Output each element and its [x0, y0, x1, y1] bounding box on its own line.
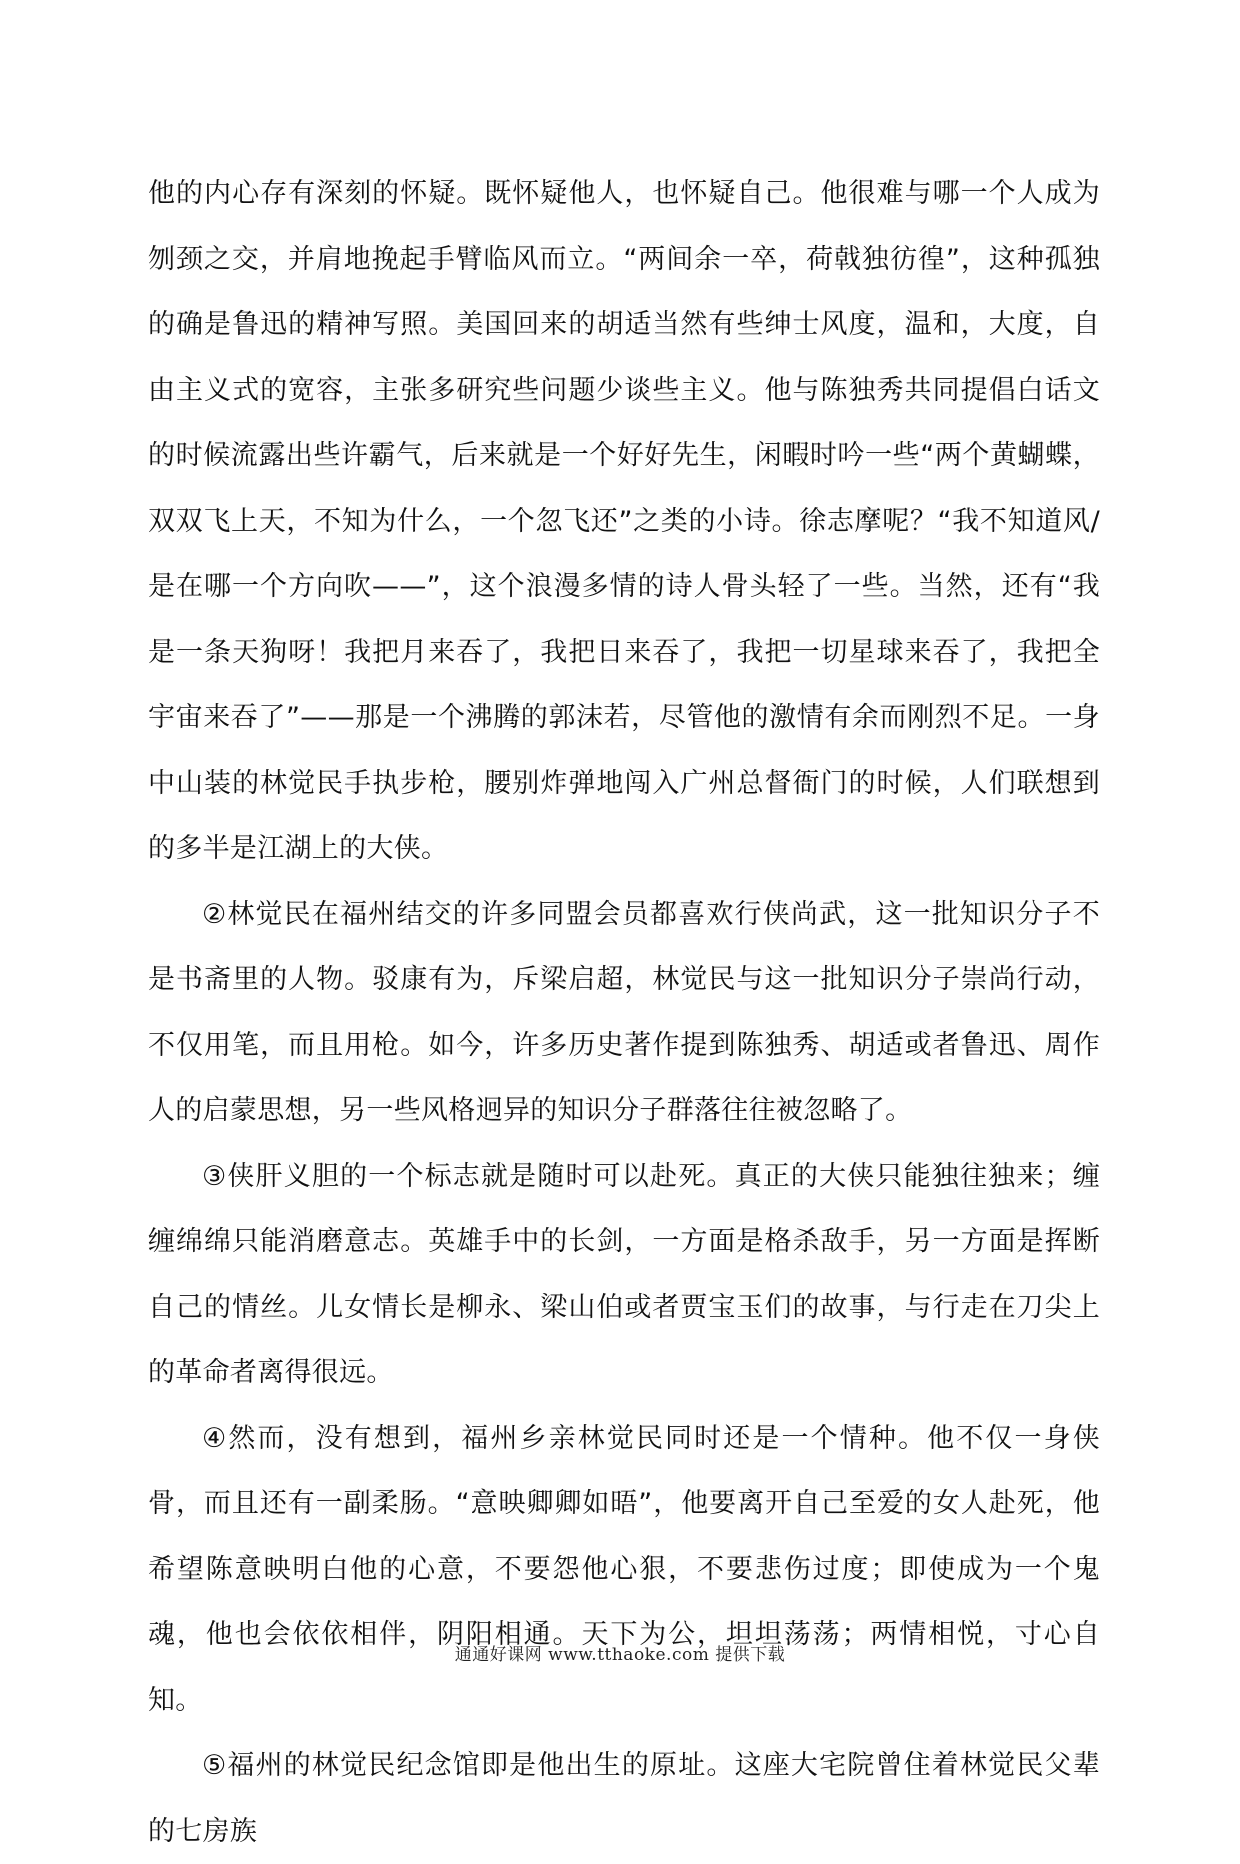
paragraph-3: ③侠肝义胆的一个标志就是随时可以赴死。真正的大侠只能独往独来；缠缠绵绵只能消磨意志。英雄手中的长剑，一方面是格杀敌手，另一方面是挥断自己的情丝。儿女情长是柳永、梁山伯或者贾宝玉们的故事，与行走在刀尖上的革命者离得很远。 [148, 1160, 1100, 1388]
article-body [148, 161, 1100, 1864]
paragraph-4: ④然而，没有想到，福州乡亲林觉民同时还是一个情种。他不仅一身侠骨，而且还有一副柔肠。“意映卿卿如晤”，他要离开自己至爱的女人赴死，他希望陈意映明白他的心意，不要怨他心狠，不要悲伤过度；即使成为一个鬼魂，他也会依依相伴，阴阳相通。天下为公，坦坦荡荡；两情相悦，寸心自知。 [148, 1422, 1100, 1716]
paragraph-5: ⑤福州的林觉民纪念馆即是他出生的原址。这座大宅院曾住着林觉民父辈的七房族 [148, 1750, 1100, 1847]
paragraph-1: 他的内心存有深刻的怀疑。既怀疑他人，也怀疑自己。他很难与哪一个人成为刎颈之交，并肩地挽起手臂临风而立。“两间余一卒，荷戟独彷徨”，这种孤独的确是鲁迅的精神写照。美国回来的胡适当然有些绅士风度，温和，大度，自由主义式的宽容，主张多研究些问题少谈些主义。他与陈独秀共同提倡白话文的时候流露出些许霸气，后来就是一个好好先生，闲暇时吟一些“两个黄蝴蝶，双双飞上天，不知为什么，一个忽飞还”之类的小诗。徐志摩呢？“我不知道风/是在哪一个方向吹——”，这个浪漫多情的诗人骨头轻了一些。当然，还有“我是一条天狗呀！我把月来吞了，我把日来吞了，我把一切星球来吞了，我把全宇宙来吞了”——那是一个沸腾的郭沫若，尽管他的激情有余而刚烈不足。一身中山装的林觉民手执步枪，腰别炸弹地闯入广州总督衙门的时候，人们联想到的多半是江湖上的大侠。 [148, 178, 1100, 864]
page-footer: 通通好课网 www.tthaoke.com 提供下载 [454, 1645, 786, 1665]
paragraph-2: ②林觉民在福州结交的许多同盟会员都喜欢行侠尚武，这一批知识分子不是书斋里的人物。驳康有为，斥梁启超，林觉民与这一批知识分子崇尚行动，不仅用笔，而且用枪。如今，许多历史著作提到陈独秀、胡适或者鲁迅、周作人的启蒙思想，另一些风格迥异的知识分子群落往往被忽略了。 [148, 898, 1100, 1126]
